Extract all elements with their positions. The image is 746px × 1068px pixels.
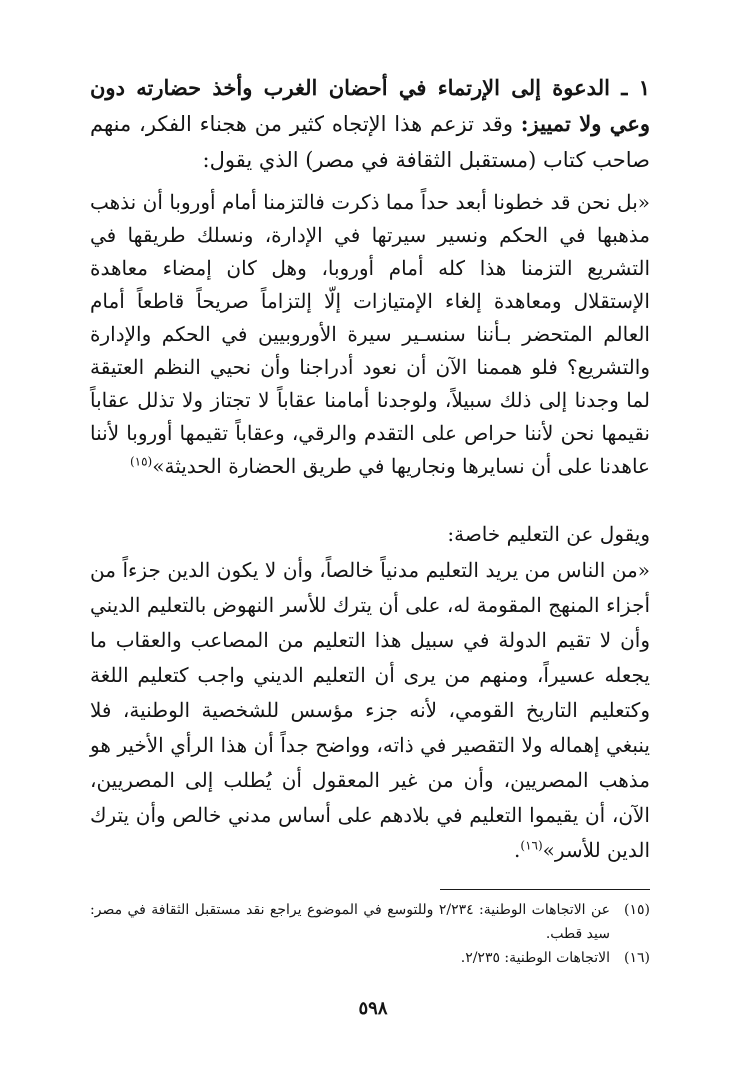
quote-paragraph-2: [90, 553, 650, 868]
footnote-text: الاتجاهات الوطنية: ٢/٢٣٥.: [460, 950, 610, 966]
footnotes: [90, 898, 650, 970]
footnote-16: [90, 946, 650, 970]
quote-2-end: .: [514, 838, 521, 862]
footnote-text: عن الاتجاهات الوطنية: ٢/٢٣٤ وللتوسع في الموضوع يراجع نقد مستقبل الثقافة في مصر: سيد قطب.: [90, 902, 610, 942]
quote-2-text: «من الناس من يريد التعليم مدنياً خالصاً، وأن لا يكون الدين جزءاً من أجزاء المنهج المقومة له، على أن يترك للأسر النهوض بالتعليم الديني وأن لا تقيم الدولة في سبيل هذا التعليم من المصاعب والعقاب ما يجعله عسيراً، ومنهم من يرى أن التعليم الديني واجب كتعليم اللغة وكتعليم التاريخ القومي، لأنه جزء مؤسس للشخصية الوطنية، فلا ينبغي إهماله ولا التقصير في ذاته، وواضح جداً أن هذا الرأي الأخير هو مذهب المصريين، وأن من غير المعقول أن يُطلب إلى المصريين، الآن، أن يقيموا التعليم في بلادهم على أساس مدني خالص وأن يترك الدين للأسر»: [90, 558, 650, 862]
footnote-15: [90, 898, 650, 946]
quote-paragraph-1: [90, 186, 650, 483]
footnote-ref-15: (١٥): [129, 454, 153, 469]
lead-in-line: ويقول عن التعليم خاصة:: [447, 522, 650, 546]
section-heading: [90, 70, 650, 178]
quote-1-text: «بل نحن قد خطونا أبعد حداً مما ذكرت فالتزمنا أمام أوروبا أن نذهب مذهبها في الحكم ونسير سيرتها في الإدارة، ونسلك طريقها في التشريع التزمنا هذا كله أمام أوروبا، وهل كان إمضاء معاهدة الإستقلال ومعاهدة إلغاء الإمتيازات إلّا إلتزاماً صريحاً قاطعاً أمام العالم المتحضر بـأننا سنسـير سيرة الأوروبيين في الحكم والإدارة والتشريع؟ فلو هممنا الآن أن نعود أدراجنا وأن نحيي النظم العتيقة لما وجدنا إلى ذلك سبيلاً، ولوجدنا أمامنا عقاباً لا تجتاز ولا تذلل عقاباً نقيمها نحن لأننا حراص على التقدم والرقي، وعقاباً تقيمها أوروبا لأننا عاهدنا على أن نسايرها ونجاريها في طريق الحضارة الحديثة»: [90, 190, 651, 478]
heading-title: ١ ـ الدعوة إلى الإرتماء في أحضان الغرب وأخذ حضارته دون وعي ولا تمييز:: [90, 75, 650, 136]
page-number: ٥٩٨: [358, 998, 388, 1019]
footnote-number: (١٦): [624, 950, 650, 966]
footnote-divider: [440, 889, 650, 890]
footnote-number: (١٥): [624, 902, 650, 918]
heading-intro: وقد تزعم هذا الإتجاه كثير من هجناء الفكر، منهم صاحب كتاب (مستقبل الثقافة في مصر) الذي يقول:: [90, 112, 650, 172]
footnote-ref-16: (١٦): [520, 838, 543, 853]
